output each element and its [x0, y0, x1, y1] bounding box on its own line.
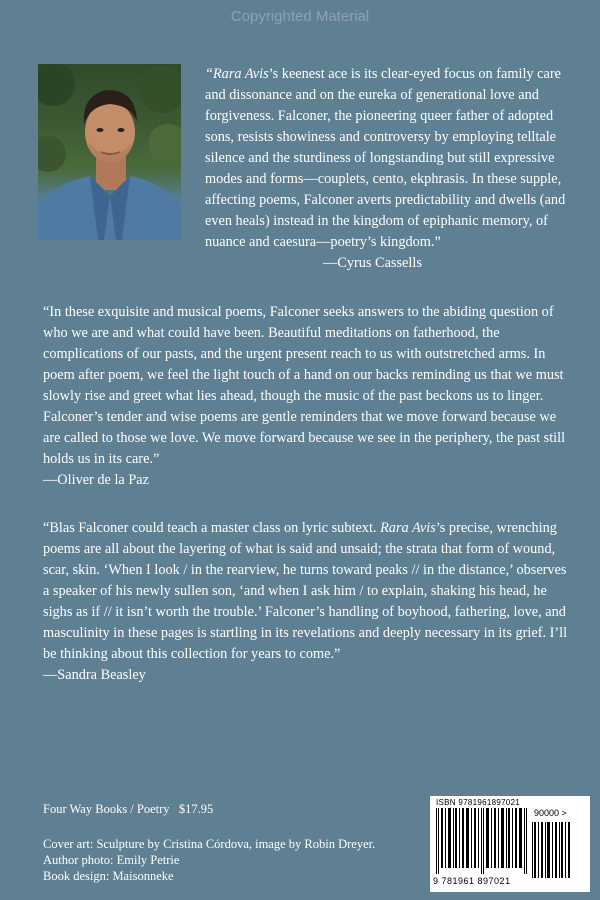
addon-barcode-bars [532, 822, 572, 878]
blurb-cyrus-cassells [205, 64, 575, 274]
blurb-text: ’s keenest ace is its clear-eyed focus on family care and dissonance and on the eureka of generational love and forgiveness. Falconer, the pioneering queer father of adopted sons, resists showiness and controversy by employing telltale silence and the sturdiness of longstanding but still expressive modes and forms—couplets, cento, ekphrasis. In these supple, affecting poems, Falconer averts predictability and dwells (and even heals) instead in the kingdom of epiphanic memory, of nuance and caesura—poetry’s kingdom.” [205, 66, 566, 250]
credits [43, 836, 375, 884]
ean-barcode-bars [436, 808, 530, 874]
blurb-author: —Sandra Beasley [43, 667, 146, 683]
blurb-text: “In these exquisite and musical poems, Falconer seeks answers to the abiding question of who we are and what could have been. Beautiful meditations on fatherhood, the complications of our pasts, and the urgent present reach to us with outstretched arms. In poem after poem, we feel the light touch of a hand on our backs reminding us that we must slowly rise and greet what lies ahead, though the music of the past beckons us to linger. Falconer’s tender and wise poems are gentle reminders that we move forward because we are called to those we love. We move forward because we see in the periphery, the past still holds us in its care.” [43, 304, 566, 467]
credit-book-design: Book design: Maisonneke [43, 869, 174, 883]
author-photo [38, 64, 181, 240]
isbn-label: ISBN 9781961897021 [436, 798, 521, 807]
blurb-text: ’s precise, wrenching poems are all about the layering of what is said and unsaid; the strata that form of wound, scar, skin. ‘When I look / in the rearview, he turns toward peaks // in the distance,’ observes a speaker of his newly sullen son, ‘and when I ask him / to explain, shaking his head, he sighs as if // it isn’t worth the trouble.’ Falconer’s handling of boyhood, fathering, love, and masculinity in these pages is startling in its revelations and deeply necessary in its grief. I’ll be thinking about this collection for years to come.” [43, 520, 568, 662]
blurb-oliver-de-la-paz [43, 302, 573, 491]
isbn-barcode [430, 796, 590, 892]
credit-author-photo: Author photo: Emily Petrie [43, 853, 180, 867]
copyright-watermark: Copyrighted Material [230, 8, 370, 25]
ean-digits: 9 781961 897021 [433, 876, 511, 886]
addon-number: 90000 > [534, 808, 567, 818]
credit-cover-art: Cover art: Sculpture by Cristina Córdova, image by Robin Dreyer. [43, 837, 376, 851]
blurb-author: —Oliver de la Paz [43, 472, 149, 488]
blurb-title-italic: “Rara Avis [205, 66, 269, 82]
blurb-sandra-beasley [43, 518, 573, 686]
blurb-text: “Blas Falconer could teach a master class on lyric subtext. [43, 520, 381, 536]
blurb-title-italic: Rara Avis [380, 520, 436, 536]
blurb-author: —Cyrus Cassells [323, 255, 422, 271]
publisher-price-line: Four Way Books / Poetry $17.95 [43, 802, 214, 816]
